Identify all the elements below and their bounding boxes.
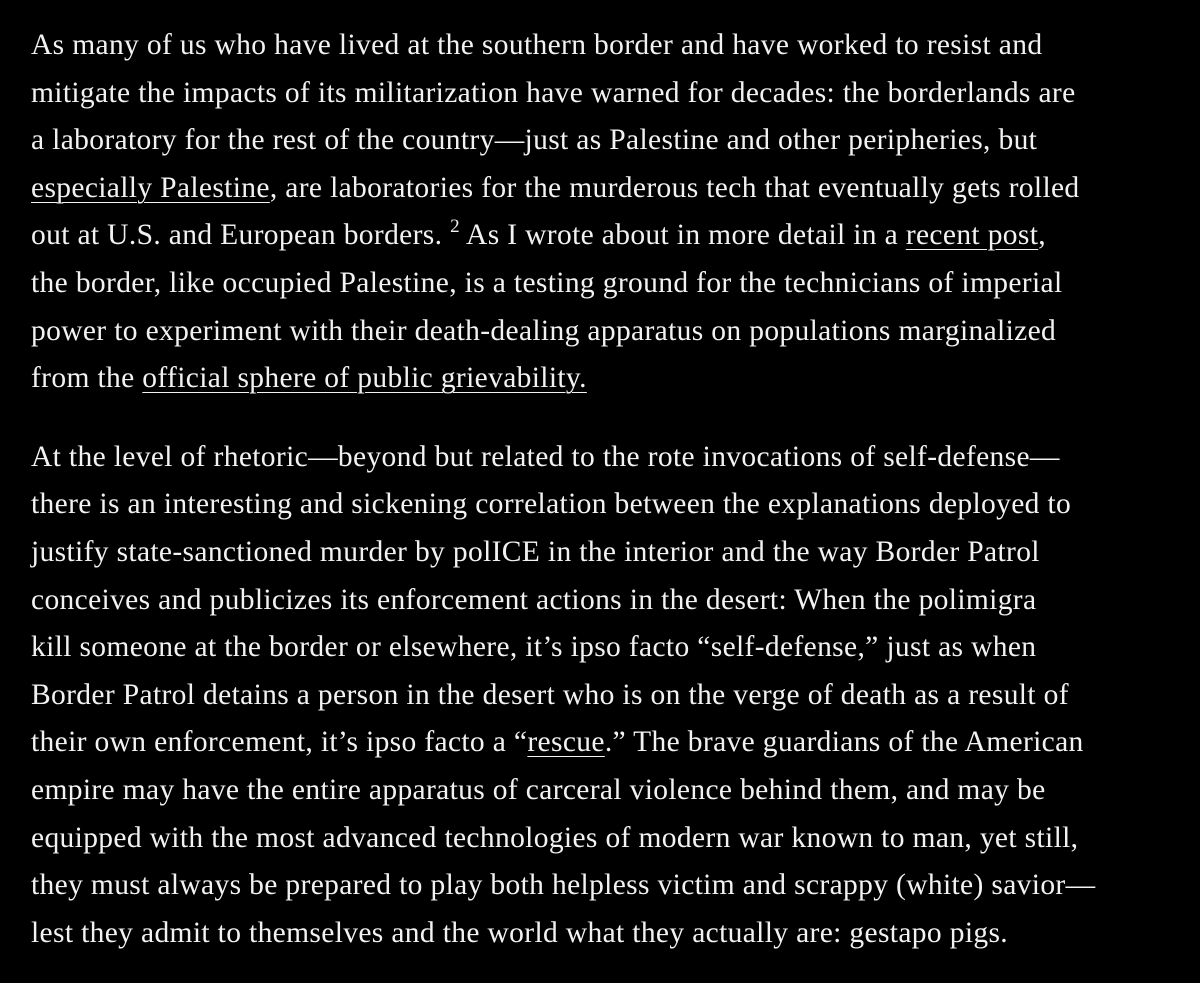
text-line: the border, like occupied Palestine, is a testing ground for the technicians of imperial xyxy=(31,266,1063,299)
public-grievability-link[interactable]: official sphere of public grievability. xyxy=(142,362,587,395)
text-line: conceives and publicizes its enforcement actions in the desert: When the polimigra xyxy=(31,583,1037,616)
text-line: a laboratory for the rest of the country—just as Palestine and other peripheries, but xyxy=(31,124,1038,157)
text-line xyxy=(31,212,1181,260)
text-line xyxy=(31,165,1181,213)
text-line: they must always be prepared to play both helpless victim and scrappy (white) savior— xyxy=(31,869,1096,902)
footnote-2-link[interactable]: 2 xyxy=(450,215,460,237)
recent-post-link[interactable]: recent post xyxy=(905,219,1039,252)
text-line: mitigate the impacts of its militarization have warned for decades: the borderlands are xyxy=(31,76,1076,109)
text-span: their own enforcement, it’s ipso facto a “ xyxy=(31,726,528,759)
text-line: justify state-sanctioned murder by polICE in the interior and the way Border Patrol xyxy=(31,535,1040,568)
article-body xyxy=(31,22,1181,957)
text-span: As I wrote about in more detail in a xyxy=(459,219,906,252)
text-line: lest they admit to themselves and the world what they actually are: gestapo pigs. xyxy=(31,916,1009,949)
especially-palestine-link[interactable]: especially Palestine xyxy=(31,171,270,204)
rescue-link[interactable]: rescue xyxy=(527,726,605,759)
text-line: At the level of rhetoric—beyond but related to the rote invocations of self-defense— xyxy=(31,440,1060,473)
text-span: .” The brave guardians of the American xyxy=(604,726,1084,759)
text-line: power to experiment with their death-dealing apparatus on populations marginalized xyxy=(31,314,1057,347)
text-line xyxy=(31,719,1181,767)
text-line: As many of us who have lived at the southern border and have worked to resist and xyxy=(31,29,1043,61)
paragraph-2 xyxy=(31,434,1181,958)
text-span: , xyxy=(1038,219,1046,252)
footnote-marker xyxy=(450,216,460,237)
text-line: Border Patrol detains a person in the desert who is on the verge of death as a result of xyxy=(31,678,1069,711)
text-line: equipped with the most advanced technologies of modern war known to man, yet still, xyxy=(31,821,1079,854)
text-line xyxy=(31,355,1181,403)
text-span: out at U.S. and European borders. xyxy=(31,219,451,252)
text-span: , are laboratories for the murderous tech that eventually gets rolled xyxy=(269,171,1080,204)
text-line: there is an interesting and sickening correlation between the explanations deployed to xyxy=(31,488,1072,521)
text-span: from the xyxy=(31,362,143,395)
text-line: kill someone at the border or elsewhere, it’s ipso facto “self-defense,” just as when xyxy=(31,631,1037,664)
text-line: empire may have the entire apparatus of carceral violence behind them, and may be xyxy=(31,773,1046,806)
paragraph-1 xyxy=(31,22,1181,403)
